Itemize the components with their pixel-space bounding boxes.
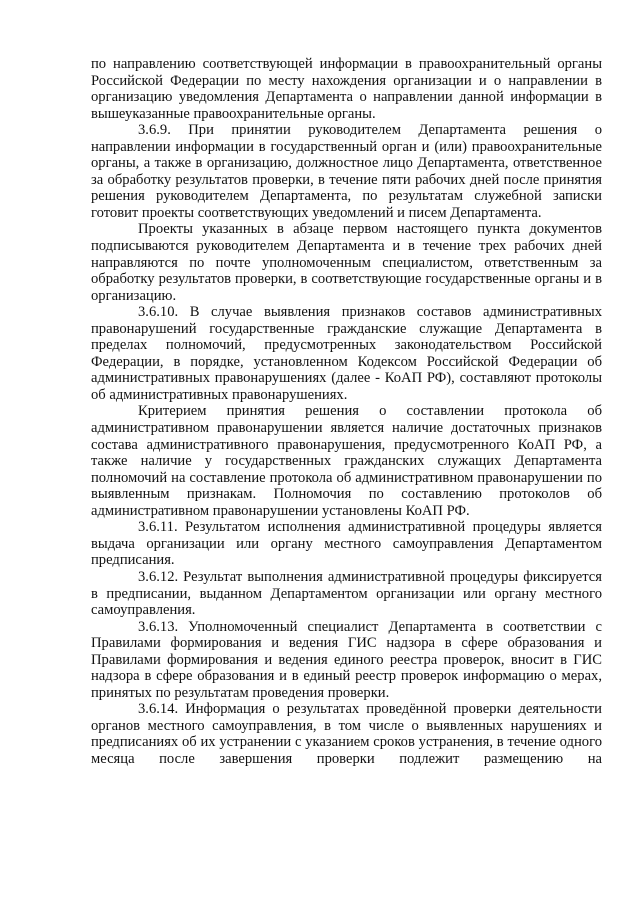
- document-body: [91, 56, 602, 768]
- paragraph-continuation: по направлению соответствующей информации в правоохранительный органы Российской Федерации по месту нахождения организации и о направлении в организацию уведомления Департамента о направлении данной информации в вышеуказанные правоохранительные органы.: [91, 56, 602, 122]
- paragraph-3-6-13: 3.6.13. Уполномоченный специалист Департамента в соответствии с Правилами формирования и ведения ГИС надзора в сфере образования и Правилами формирования и ведения единого реестра проверок, вносит в ГИС надзора в сфере образования и в единый реестр проверок информацию о мерах, принятых по результатам проведения проверки.: [91, 618, 602, 701]
- paragraph-3-6-14: 3.6.14. Информация о результатах проведённой проверки деятельности органов местного самоуправления, в том числе о выявленных нарушениях и предписаниях об их устранении с указанием сроков устранения, в течение одного месяца после завершения проверки подлежит размещению на: [91, 701, 602, 767]
- paragraph-3-6-9: 3.6.9. При принятии руководителем Департамента решения о направлении информации в государственный орган и (или) правоохранительные органы, а также в организацию, должностное лицо Департамента, ответственное за обработку результатов проверки, в течение пяти рабочих дней после принятия решения руководителем Департамента, по результатам служебной записки готовит проекты соответствующих уведомлений и писем Департамента.: [91, 122, 602, 221]
- paragraph-criterion: Критерием принятия решения о составлении протокола об административном правонарушении является наличие достаточных признаков состава административного правонарушения, предусмотренного КоАП РФ, а также наличие у государственных гражданских служащих Департамента полномочий на составление протокола об административном правонарушении по выявленным признакам. Полномочия по составлению протоколов об административном правонарушении установлены КоАП РФ.: [91, 403, 602, 519]
- paragraph-3-6-12: 3.6.12. Результат выполнения административной процедуры фиксируется в предписании, выданном Департаментом организации или органу местного самоуправления.: [91, 568, 602, 619]
- paragraph-3-6-10: 3.6.10. В случае выявления признаков составов административных правонарушений государственные гражданские служащие Департамента в пределах полномочий, предусмотренных законодательством Российской Федерации, в порядке, установленном Кодексом Российской Федерации об административных правонарушениях (далее - КоАП РФ), составляют протоколы об административных правонарушениях.: [91, 304, 602, 403]
- paragraph-documents-projects: Проекты указанных в абзаце первом настоящего пункта документов подписываются руководителем Департамента и в течение трех рабочих дней направляются по почте уполномоченным специалистом, ответственным за обработку результатов проверки, в соответствующие государственные органы и в организацию.: [91, 221, 602, 304]
- paragraph-3-6-11: 3.6.11. Результатом исполнения административной процедуры является выдача организации или органу местного самоуправления Департаментом предписания.: [91, 519, 602, 569]
